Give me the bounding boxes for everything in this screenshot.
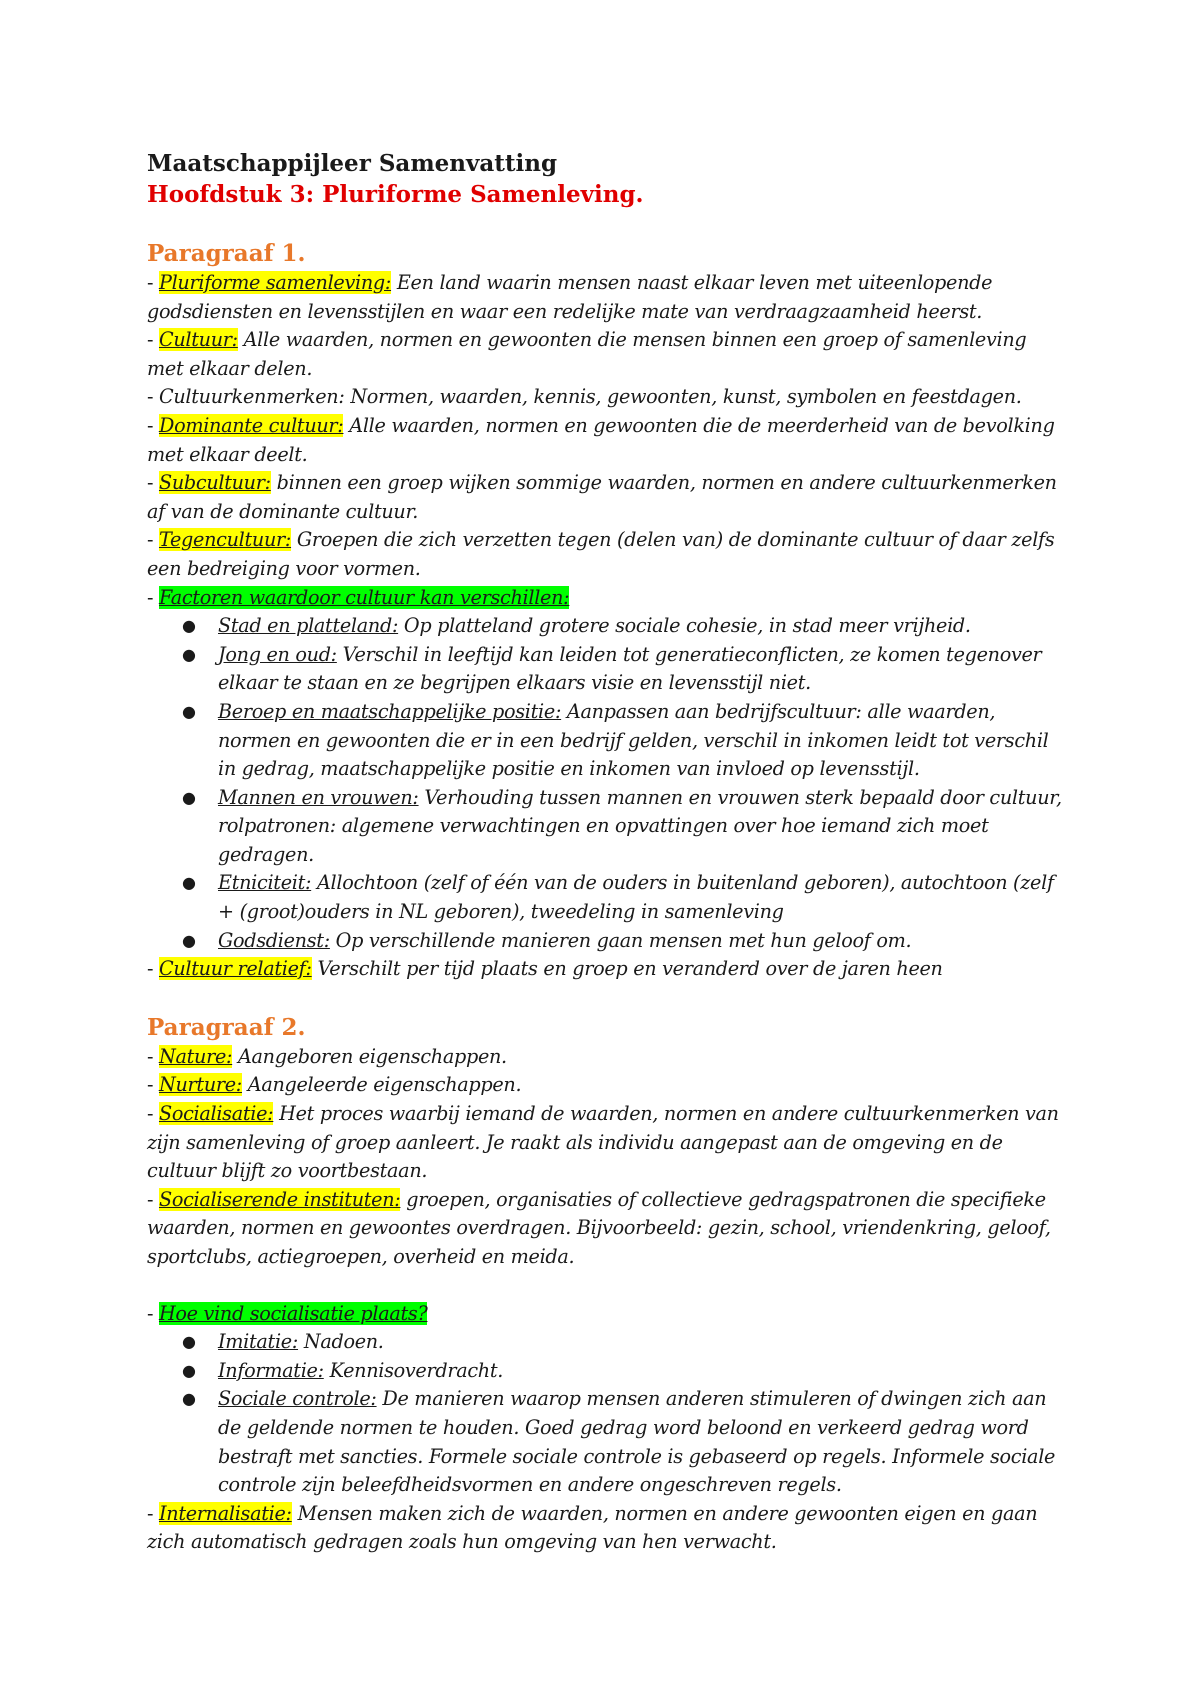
term-highlight: Nurture: [158,1073,242,1097]
term-highlight: Internalisatie: [158,1501,292,1525]
spacer [147,1272,1067,1300]
bullet-icon: ● [182,1332,196,1352]
list-item: ● Beroep en maatschappelijke positie: Aanpassen aan bedrijfscultuur: alle waarden, normen en gewoonten die er in een bedrijf gelden, verschil in inkomen leidt tot verschil in gedrag, maatschappelijke positie en inkomen van invloed op levensstijl. [182,699,1049,781]
definition-cultuur-relatief: - Cultuur relatief: Verschilt per tijd plaats en groep en veranderd over de jaren heen [147,957,943,981]
term-highlight: Dominante cultuur: [158,413,344,437]
definition-subcultuur: - Subcultuur: binnen een groep wijken sommige waarden, normen en andere cultuurkenmerken af van de dominante cultuur. [147,471,1057,523]
term-highlight-green: Hoe vind socialisatie plaats? [158,1301,428,1325]
term-highlight: Cultuur: [158,328,238,352]
bullet-icon: ● [182,644,196,664]
term-highlight: Tegencultuur: [158,528,292,552]
definition-dominante-cultuur: - Dominante cultuur: Alle waarden, normen en gewoonten die de meerderheid van de bevolking met elkaar deelt. [147,413,1055,466]
bullet-icon: ● [182,701,196,721]
document-title: Maatschappijleer Samenvatting [147,150,558,177]
list-item: ● Imitatie: Nadoen. [218,1328,1067,1357]
list-item: ● Sociale controle: De manieren waarop mensen anderen stimuleren of dwingen zich aan de geldende normen te houden. Goed gedrag word beloond en verkeerd gedrag word bestraft met sancties. Formele sociale controle is gebaseerd op regels. Informele sociale controle zijn beleefdheidsvormen en andere ongeschreven regels. [182,1387,1056,1497]
how-heading: - Hoe vind socialisatie plaats? [147,1301,428,1325]
list-item: ● Jong en oud: Verschil in leeftijd kan leiden tot generatieconflicten, ze komen tegenover elkaar te staan en ze begrijpen elkaars visie en levensstijl niet. [182,642,1042,695]
chapter-heading: Hoofdstuk 3: Pluriforme Samenleving. [147,181,644,208]
term-highlight: Cultuur relatief: [158,957,312,981]
term-highlight: Socialisatie: [158,1102,274,1126]
term-highlight-green: Factoren waardoor cultuur kan verschillen: [158,585,570,609]
paragraph-2-heading: Paragraaf 2. [147,1013,306,1041]
bullet-icon: ● [182,1389,196,1409]
term-highlight: Pluriforme samenleving: [158,271,392,294]
definition-cultuurkenmerken: - Cultuurkenmerken: Normen, waarden, kennis, gewoonten, kunst, symbolen en feestdagen. [147,385,1022,409]
definition-socialiserende-instituten: - Socialiserende instituten: groepen, organisaties of collectieve gedragspatronen die specifieke waarden, normen en gewoontes overdragen. Bijvoorbeeld: gezin, school, vriendenkring, geloof, sportclubs, actiegroepen, overheid en meida. [147,1187,1051,1268]
bullet-icon: ● [182,930,196,950]
factors-list [147,612,1067,955]
factors-heading: - Factoren waardoor cultuur kan verschillen: [147,585,570,609]
definition-cultuur: - Cultuur: Alle waarden, normen en gewoonten die mensen binnen een groep of samenleving met elkaar delen. [147,328,1027,380]
definition-tegencultuur: - Tegencultuur: Groepen die zich verzetten tegen (delen van) de dominante cultuur of daar zelfs een bedreiging voor vormen. [147,528,1055,580]
how-list [147,1328,1067,1500]
list-item: ● Etniciteit: Allochtoon (zelf of één van de ouders in buitenland geboren), autochtoon (zelf + (groot)ouders in NL geboren), tweedeling in samenleving [182,871,1054,924]
definition-internalisatie: - Internalisatie: Mensen maken zich de waarden, normen en andere gewoonten eigen en gaan zich automatisch gedragen zoals hun omgeving van hen verwacht. [147,1501,1038,1554]
bullet-icon: ● [182,787,196,807]
list-item: ● Mannen en vrouwen: Verhouding tussen mannen en vrouwen sterk bepaald door cultuur, rolpatronen: algemene verwachtingen en opvattingen over hoe iemand zich moet gedragen. [182,785,1062,866]
term-highlight: Nature: [158,1044,233,1068]
definition-nature: - Nature: Aangeboren eigenschappen. [147,1044,507,1068]
bullet-icon: ● [182,873,196,893]
paragraph-1-heading: Paragraaf 1. [147,240,306,267]
list-item: ● Informatie: Kennisoverdracht. [218,1357,1067,1386]
definition-nurture: - Nurture: Aangeleerde eigenschappen. [147,1073,522,1097]
term-highlight: Socialiserende instituten: [158,1187,401,1211]
definition-socialisatie: - Socialisatie: Het proces waarbij iemand de waarden, normen en andere cultuurkenmerken van zijn samenleving of groep aanleert. Je raakt als individu aangepast aan de omgeving en de cultuur blijft zo voortbestaan. [147,1102,1059,1183]
bullet-icon: ● [182,1360,196,1380]
term-highlight: Subcultuur: [158,471,271,495]
list-item: ● Stad en platteland: Op platteland grotere sociale cohesie, in stad meer vrijheid. [218,612,1067,641]
list-item: ● Godsdienst: Op verschillende manieren gaan mensen met hun geloof om. [218,927,1067,956]
bullet-icon: ● [182,616,196,636]
definition-pluriforme-samenleving: - Pluriforme samenleving: Een land waarin mensen naast elkaar leven met uiteenlopende godsdiensten en levensstijlen en waar een redelijke mate van verdraagzaamheid heerst. [147,271,993,323]
document-content [147,148,1067,1557]
